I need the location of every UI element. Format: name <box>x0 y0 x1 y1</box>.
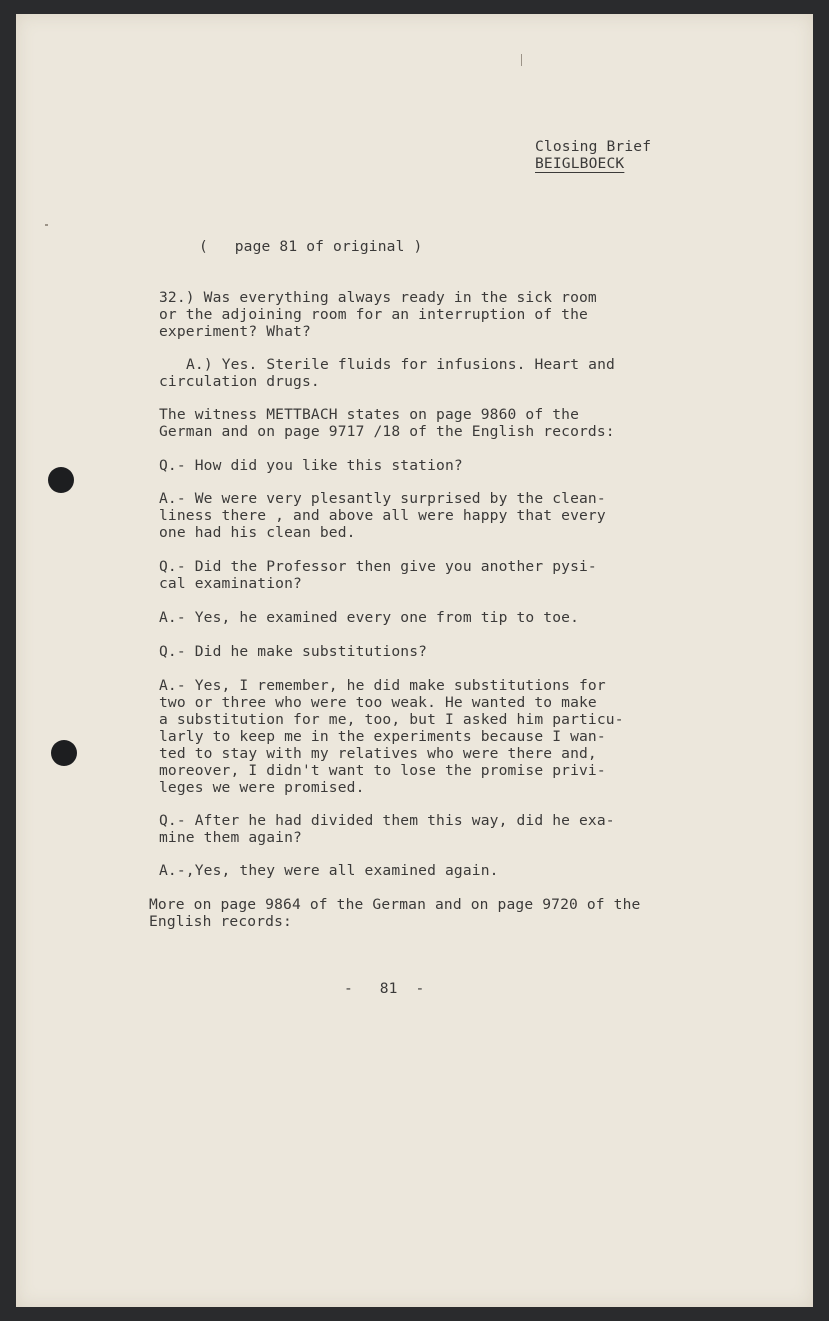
text-line: ted to stay with my relatives who were there and, <box>159 745 597 762</box>
text-line: a substitution for me, too, but I asked him particu- <box>159 711 624 728</box>
text-line: Q.- After he had divided them this way, did he exa- <box>159 812 615 829</box>
text-line: circulation drugs. <box>159 373 320 390</box>
text-line: A.- Yes, I remember, he did make substitutions for <box>159 677 606 694</box>
text-line: liness there , and above all were happy that every <box>159 507 606 524</box>
text-line: two or three who were too weak. He wanted to make <box>159 694 597 711</box>
text-line: Q.- Did he make substitutions? <box>159 643 428 660</box>
text-line: A.- We were very plesantly surprised by the clean- <box>159 490 606 507</box>
text-line: The witness METTBACH states on page 9860 of the <box>159 406 580 423</box>
text-line: or the adjoining room for an interruption of the <box>159 306 588 323</box>
text-line: More on page 9864 of the German and on page 9720 of the <box>149 896 641 913</box>
paper-speck <box>521 54 522 66</box>
text-line: A.- Yes, he examined every one from tip to toe. <box>159 609 580 626</box>
document-page <box>16 14 813 1307</box>
text-line: Q.- Did the Professor then give you another pysi- <box>159 558 597 575</box>
text-line: leges we were promised. <box>159 779 365 796</box>
text-line: A.) Yes. Sterile fluids for infusions. Heart and <box>186 356 615 373</box>
text-line: cal examination? <box>159 575 302 592</box>
text-line: one had his clean bed. <box>159 524 356 541</box>
paper-speck <box>45 224 48 226</box>
header-subtitle: BEIGLBOECK <box>535 155 625 172</box>
header-title: Closing Brief <box>535 138 652 155</box>
punch-hole-bottom <box>51 740 77 766</box>
text-line: experiment? What? <box>159 323 311 340</box>
page-reference: ( page 81 of original ) <box>199 238 423 255</box>
text-line: German and on page 9717 /18 of the English records: <box>159 423 615 440</box>
text-line: 32.) Was everything always ready in the sick room <box>159 289 597 306</box>
page-number: - 81 - <box>344 980 425 997</box>
text-line: larly to keep me in the experiments because I wan- <box>159 728 606 745</box>
text-line: English records: <box>149 913 292 930</box>
text-line: Q.- How did you like this station? <box>159 457 463 474</box>
text-line: moreover, I didn't want to lose the promise privi- <box>159 762 606 779</box>
text-line: mine them again? <box>159 829 302 846</box>
punch-hole-top <box>48 467 74 493</box>
text-line: A.-,Yes, they were all examined again. <box>159 862 499 879</box>
